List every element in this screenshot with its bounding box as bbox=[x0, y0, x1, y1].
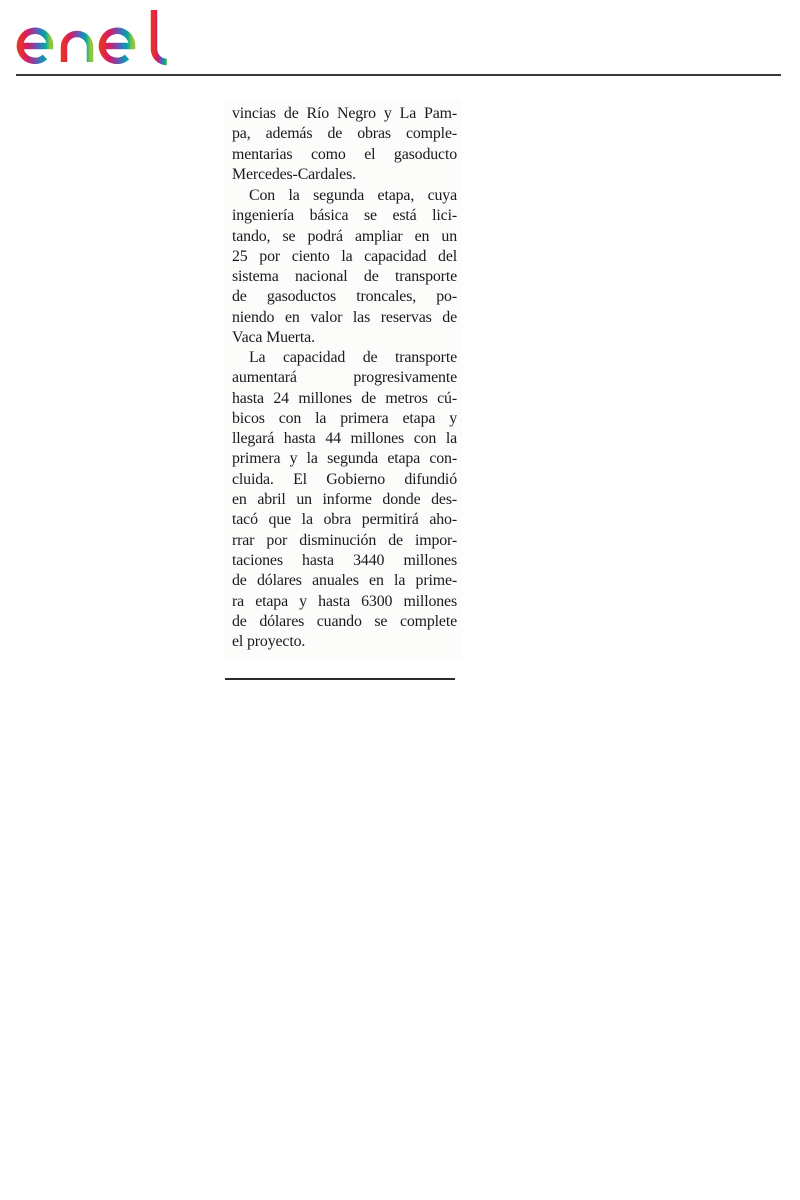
text-line: llegará hasta 44 millones con la bbox=[232, 430, 457, 448]
text-line: ingeniería básica se está lici- bbox=[232, 207, 457, 225]
article-end-divider bbox=[225, 678, 455, 680]
text-line: el proyecto. bbox=[232, 633, 306, 651]
text-line: de dólares anuales en la prime- bbox=[232, 572, 457, 590]
text-line: niendo en valor las reservas de bbox=[232, 308, 457, 326]
text-line: rrar por disminución de impor- bbox=[232, 531, 457, 549]
text-line: taciones hasta 3440 millones bbox=[232, 551, 457, 569]
text-line: bicos con la primera etapa y bbox=[232, 409, 457, 427]
article-paragraph bbox=[232, 348, 457, 652]
text-line: hasta 24 millones de metros cú- bbox=[232, 389, 457, 407]
page-header bbox=[0, 0, 800, 76]
text-line: pa, además de obras comple- bbox=[232, 125, 457, 143]
article-paragraph bbox=[232, 186, 457, 348]
text-line: tacó que la obra permitirá aho- bbox=[232, 511, 457, 529]
text-line: de dólares cuando se complete bbox=[232, 612, 457, 630]
text-line: sistema nacional de transporte bbox=[232, 268, 457, 286]
text-line: aumentará progresivamente bbox=[232, 369, 457, 387]
enel-logo bbox=[16, 6, 172, 68]
newspaper-clipping bbox=[224, 98, 462, 658]
text-line: tando, se podrá ampliar en un bbox=[232, 227, 457, 245]
text-line: cluida. El Gobierno difundió bbox=[232, 470, 457, 488]
text-line: mentarias como el gasoducto bbox=[232, 145, 457, 163]
text-line: 25 por ciento la capacidad del bbox=[232, 247, 457, 265]
text-line: vincias de Río Negro y La Pam- bbox=[232, 105, 457, 122]
text-line: ra etapa y hasta 6300 millones bbox=[232, 592, 457, 610]
text-line: Mercedes-Cardales. bbox=[232, 165, 356, 183]
text-line: primera y la segunda etapa con- bbox=[232, 450, 457, 468]
text-line: de gasoductos troncales, po- bbox=[232, 288, 457, 306]
text-line: Con la segunda etapa, cuya bbox=[249, 187, 457, 204]
text-line: en abril un informe donde des- bbox=[232, 491, 457, 509]
article-paragraph bbox=[232, 104, 457, 185]
header-divider bbox=[16, 74, 781, 76]
text-line: Vaca Muerta. bbox=[232, 329, 315, 347]
text-line: La capacidad de transporte bbox=[249, 349, 457, 366]
